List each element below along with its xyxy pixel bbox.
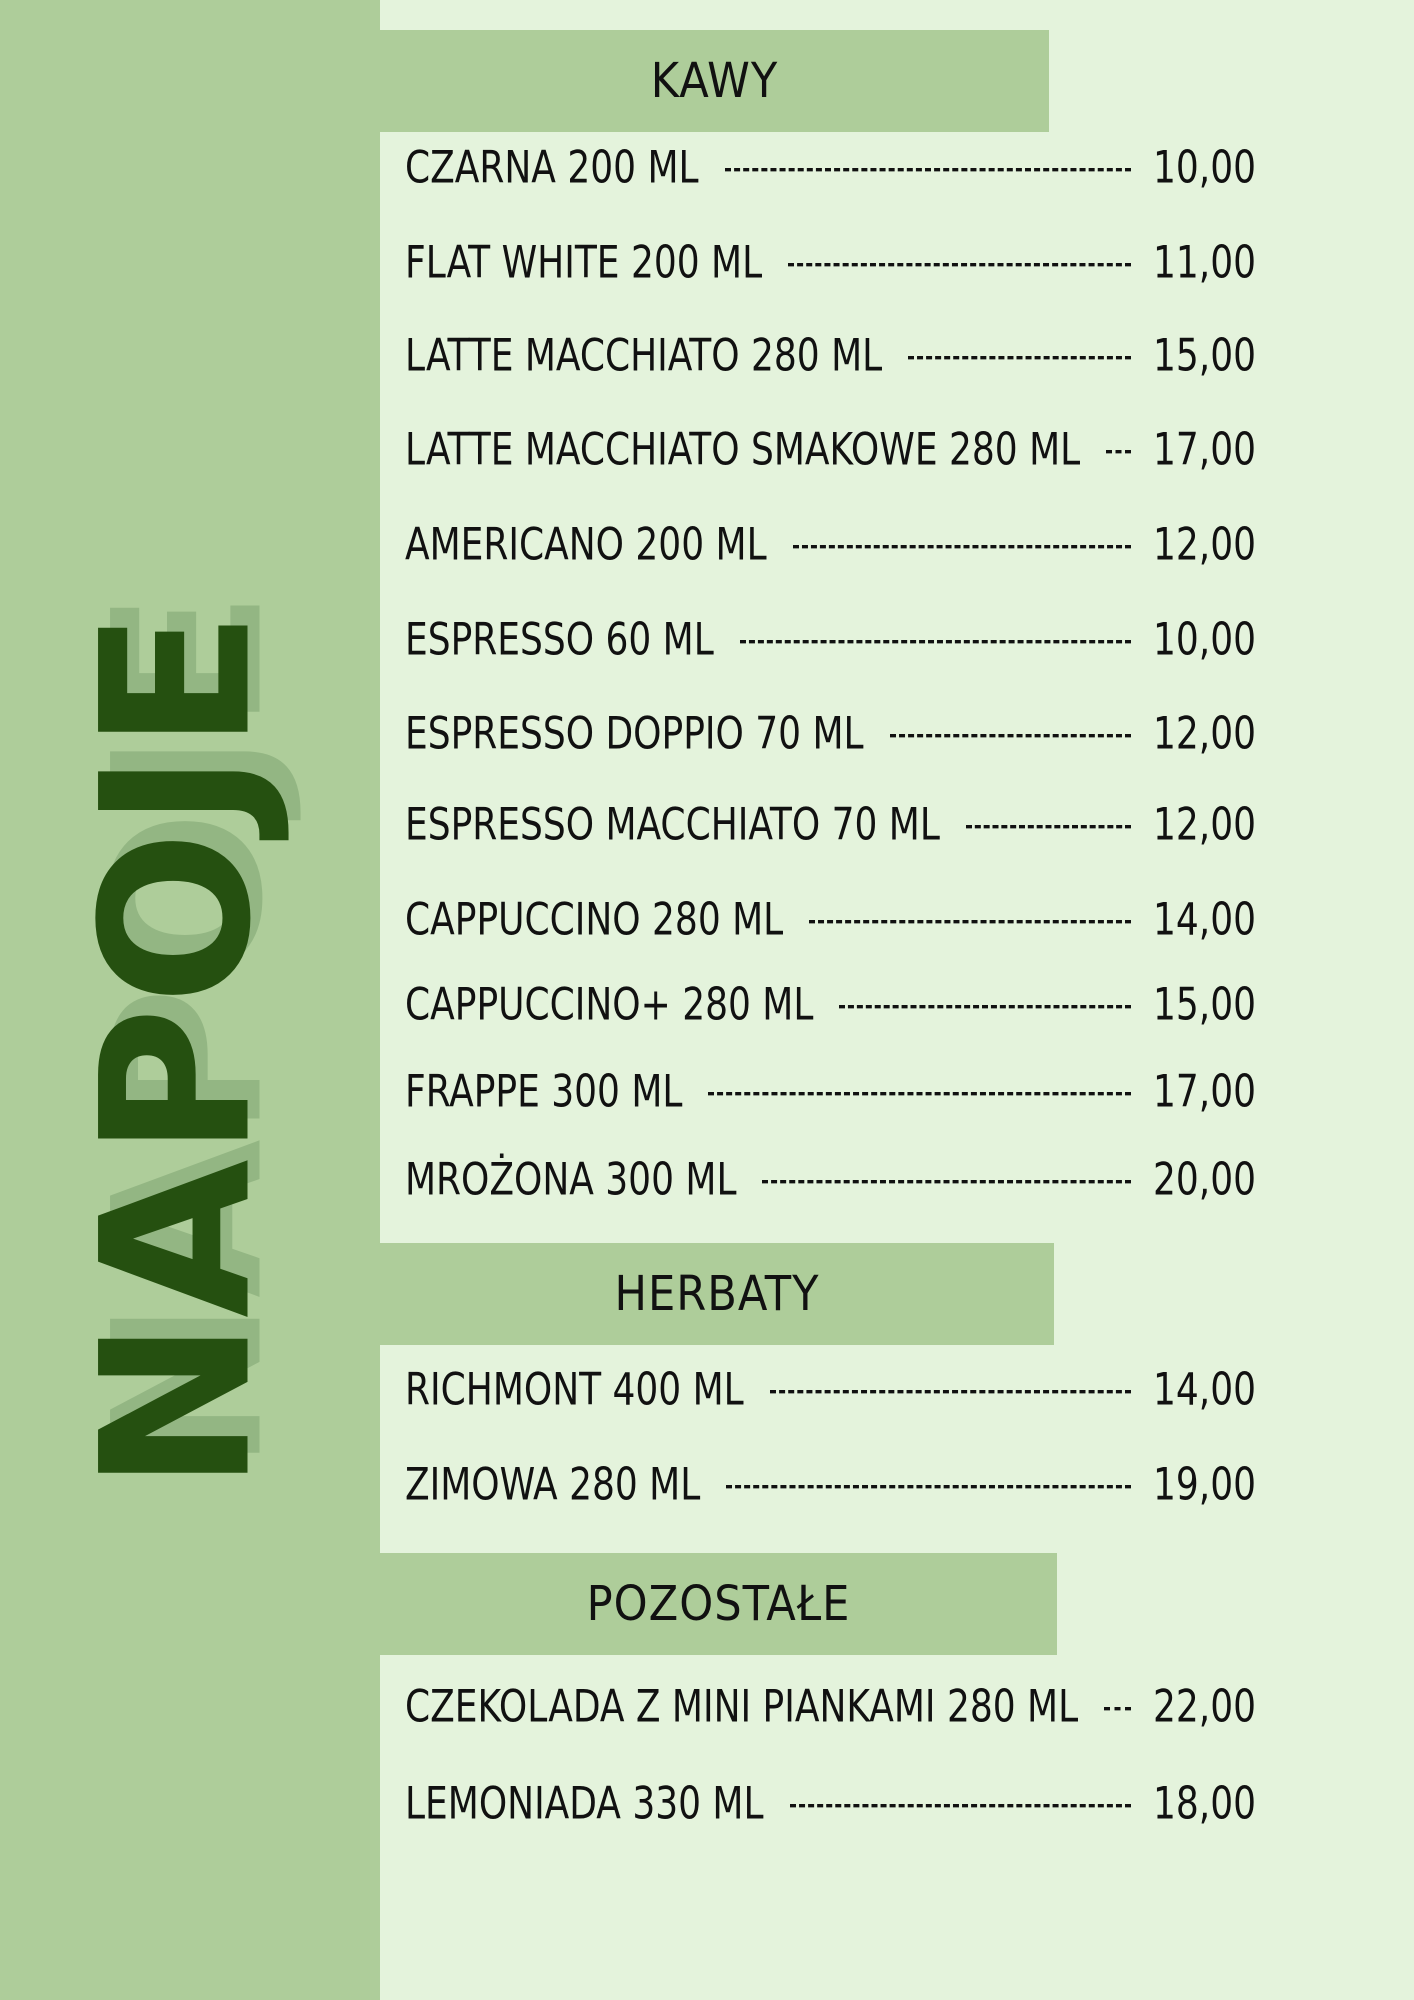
- section-header-kawy: KAWY: [380, 30, 1049, 132]
- menu-item: [405, 700, 1255, 767]
- menu-item: [405, 971, 1255, 1038]
- dotted-leader: [790, 1801, 1131, 1807]
- menu-item-price: 12,00: [1153, 799, 1256, 851]
- dotted-leader: [908, 353, 1131, 359]
- menu-item: [405, 416, 1255, 483]
- menu-item-price: 12,00: [1153, 708, 1256, 760]
- menu-item-price: 10,00: [1153, 614, 1256, 666]
- dotted-leader: [725, 165, 1131, 171]
- menu-item: [405, 1451, 1255, 1518]
- section-header-pozostale: POZOSTAŁE: [380, 1553, 1057, 1655]
- menu-item-name: CAPPUCCINO+ 280 ML: [405, 979, 814, 1031]
- menu-item-name: LATTE MACCHIATO SMAKOWE 280 ML: [405, 424, 1081, 476]
- menu-item-name: ESPRESSO DOPPIO 70 ML: [405, 708, 864, 760]
- dotted-leader: [708, 1089, 1131, 1095]
- menu-item-name: FRAPPE 300 ML: [405, 1066, 683, 1118]
- menu-item-name: CZARNA 200 ML: [405, 142, 699, 194]
- dotted-leader: [890, 731, 1131, 737]
- dotted-leader: [966, 822, 1131, 828]
- menu-item-price: 10,00: [1153, 142, 1256, 194]
- dotted-leader: [839, 1002, 1131, 1008]
- dotted-leader: [770, 1387, 1131, 1393]
- menu-item-price: 19,00: [1153, 1459, 1256, 1511]
- menu-item-price: 17,00: [1153, 424, 1256, 476]
- menu-item-price: 11,00: [1153, 237, 1256, 289]
- dotted-leader: [740, 637, 1131, 643]
- menu-item: [405, 886, 1255, 953]
- menu-item: [405, 511, 1255, 578]
- menu-item: [405, 229, 1255, 296]
- menu-item: [405, 1146, 1255, 1213]
- menu-item-price: 17,00: [1153, 1066, 1256, 1118]
- menu-item-name: FLAT WHITE 200 ML: [405, 237, 763, 289]
- dotted-leader: [793, 542, 1131, 548]
- menu-item: [405, 1673, 1255, 1740]
- menu-item: [405, 1356, 1255, 1423]
- menu-item-name: CAPPUCCINO 280 ML: [405, 894, 784, 946]
- menu-item-price: 14,00: [1153, 1364, 1256, 1416]
- dotted-leader: [762, 1177, 1131, 1183]
- menu-item-price: 20,00: [1153, 1154, 1256, 1206]
- menu-item-price: 12,00: [1153, 519, 1256, 571]
- menu-item-price: 14,00: [1153, 894, 1256, 946]
- menu-item-name: RICHMONT 400 ML: [405, 1364, 744, 1416]
- menu-item: [405, 1058, 1255, 1125]
- menu-item-price: 15,00: [1153, 330, 1256, 382]
- menu-item: [405, 791, 1255, 858]
- menu-item-name: LEMONIADA 330 ML: [405, 1778, 764, 1830]
- menu-item-name: ESPRESSO 60 ML: [405, 614, 714, 666]
- menu-item-name: CZEKOLADA Z MINI PIANKAMI 280 ML: [405, 1681, 1079, 1733]
- menu-item-name: LATTE MACCHIATO 280 ML: [405, 330, 883, 382]
- vertical-title: NAPOJE: [58, 608, 297, 1492]
- menu-item: [405, 322, 1255, 389]
- menu-item: [405, 606, 1255, 673]
- dotted-leader: [809, 917, 1131, 923]
- menu-item-price: 15,00: [1153, 979, 1256, 1031]
- dotted-leader: [1104, 1704, 1131, 1710]
- dotted-leader: [726, 1482, 1131, 1488]
- menu-item-price: 22,00: [1153, 1681, 1256, 1733]
- section-header-herbaty: HERBATY: [380, 1243, 1054, 1345]
- menu-item-name: ZIMOWA 280 ML: [405, 1459, 701, 1511]
- menu-item-name: AMERICANO 200 ML: [405, 519, 767, 571]
- menu-item: [405, 1770, 1255, 1837]
- dotted-leader: [788, 260, 1131, 266]
- menu-item-name: ESPRESSO MACCHIATO 70 ML: [405, 799, 940, 851]
- menu-item: [405, 134, 1255, 201]
- dotted-leader: [1106, 447, 1131, 453]
- menu-item-name: MROŻONA 300 ML: [405, 1154, 737, 1206]
- menu-item-price: 18,00: [1153, 1778, 1256, 1830]
